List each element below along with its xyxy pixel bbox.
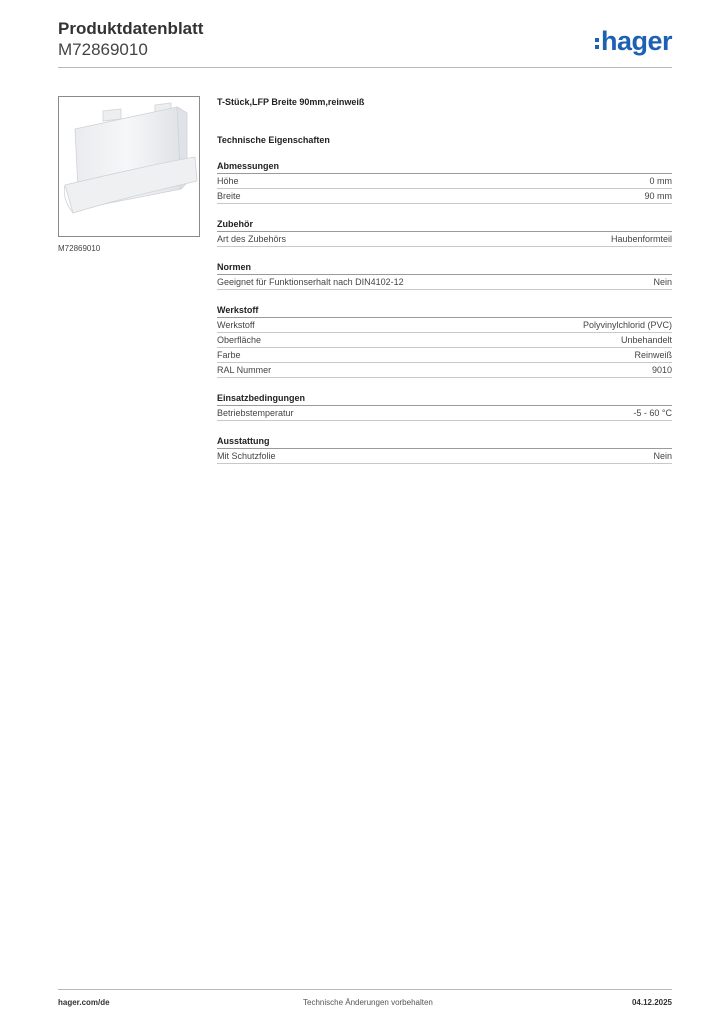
property-label: Höhe: [217, 176, 239, 186]
logo-text: hager: [600, 26, 672, 56]
group-title: Abmessungen: [217, 160, 672, 174]
group-title: Werkstoff: [217, 304, 672, 318]
property-row: [217, 449, 672, 464]
property-label: Mit Schutzfolie: [217, 451, 276, 461]
property-row: [217, 174, 672, 189]
property-label: Betriebstemperatur: [217, 408, 294, 418]
group-title: Normen: [217, 261, 672, 275]
property-group: [217, 261, 672, 290]
footer-date: 04.12.2025: [631, 998, 672, 1007]
section-title: Technische Eigenschaften: [217, 135, 330, 145]
property-row: [217, 363, 672, 378]
product-name: T-Stück,LFP Breite 90mm,reinweiß: [217, 97, 365, 107]
property-group: [217, 160, 672, 204]
property-row: [217, 318, 672, 333]
header-divider: [58, 67, 672, 68]
property-value: 9010: [651, 365, 672, 375]
property-label: RAL Nummer: [217, 365, 272, 375]
property-value: 0 mm: [649, 176, 672, 186]
group-title: Einsatzbedingungen: [217, 392, 672, 406]
group-title: Zubehör: [217, 218, 672, 232]
property-value: Reinweiß: [634, 350, 672, 360]
property-value: Nein: [653, 277, 672, 287]
property-value: -5 - 60 °C: [633, 408, 672, 418]
property-row: [217, 406, 672, 421]
property-group: [217, 304, 672, 378]
logo-dots-icon: [595, 38, 599, 49]
property-label: Breite: [217, 191, 241, 201]
property-group: [217, 392, 672, 421]
footer-website: hager.com/de: [58, 998, 110, 1007]
product-image: [58, 96, 200, 237]
property-row: [217, 348, 672, 363]
product-details: [217, 96, 672, 464]
property-row: [217, 275, 672, 290]
product-photo-icon: [59, 97, 199, 236]
group-title: Ausstattung: [217, 435, 672, 449]
property-value: Nein: [653, 451, 672, 461]
property-label: Oberfläche: [217, 335, 262, 345]
footer-notice: Technische Änderungen vorbehalten: [303, 998, 433, 1007]
property-group: [217, 218, 672, 247]
property-label: Werkstoff: [217, 320, 255, 330]
document-header: [58, 18, 203, 60]
footer-divider: [58, 989, 672, 990]
property-value: Polyvinylchlorid (PVC): [582, 320, 672, 330]
property-value: Unbehandelt: [620, 335, 672, 345]
document-title: Produktdatenblatt: [58, 19, 204, 38]
property-label: Farbe: [217, 350, 241, 360]
property-row: [217, 333, 672, 348]
property-row: [217, 189, 672, 204]
property-label: Art des Zubehörs: [217, 234, 287, 244]
property-row: [217, 232, 672, 247]
hager-logo: [595, 27, 672, 55]
property-label: Geeignet für Funktionserhalt nach DIN4102-12: [217, 277, 404, 287]
property-value: Haubenformteil: [610, 234, 672, 244]
property-group: [217, 435, 672, 464]
property-groups: [217, 160, 672, 464]
property-value: 90 mm: [644, 191, 672, 201]
product-number: M72869010: [58, 40, 148, 59]
image-caption: M72869010: [58, 244, 101, 253]
